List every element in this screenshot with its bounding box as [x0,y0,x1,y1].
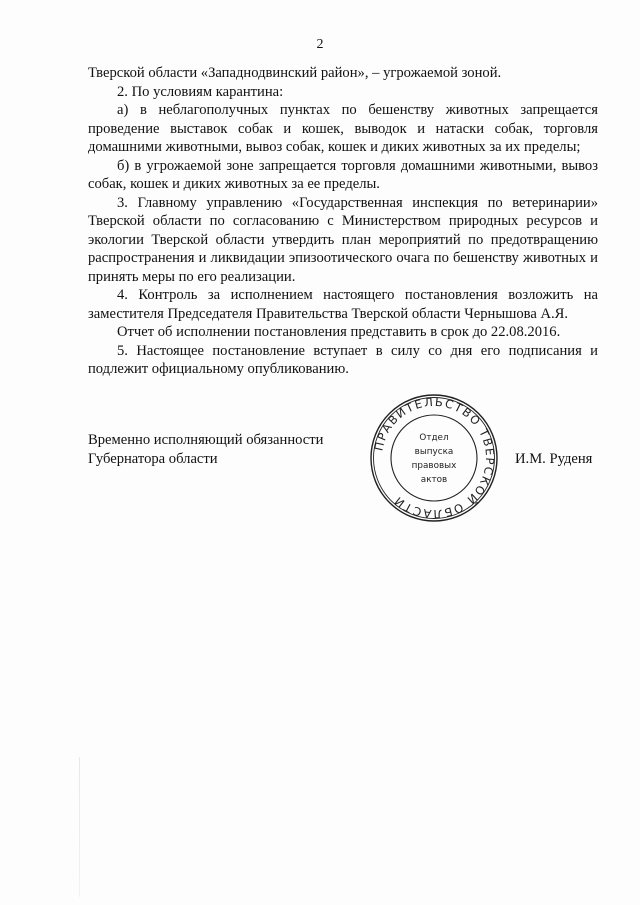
signature-position-line-1: Временно исполняющий обязанности [88,432,324,448]
paragraph-item-4: 4. Контроль за исполнением настоящего постановления возложить на заместителя Председателя Правительства Тверской области Чернышова А.Я. [88,287,598,322]
paragraph-report-deadline: Отчет об исполнении постановления представить в срок до 22.08.2016. [117,324,561,340]
scan-artifact-line [79,757,80,897]
stamp-center-line-3: правовых [411,461,457,471]
signature-position-line-2: Губернатора области [88,450,218,467]
stamp-center-line-4: актов [420,475,448,485]
paragraph-item-5: 5. Настоящее постановление вступает в силу со дня его подписания и подлежит официальному опубликованию. [88,342,598,377]
stamp-ring-text: ПРАВИТЕЛЬСТВО ТВЕРСКОЙ ОБЛАСТИ [371,394,498,522]
stamp-center-line-1: Отдел [419,433,449,443]
signature-position [88,431,323,468]
paragraph-item-3: 3. Главному управлению «Государственная инспекция по ветеринарии» Тверской области по согласованию с Министерством природных ресурсов и экологии Тверской области утвердить план мероприятий по предотвращению распространения и ликвидации эпизоотического очага по бешенству животных и принять меры по его реализации. [88,194,598,285]
paragraph-item-2b: б) в угрожаемой зоне запрещается торговля домашними животными, вывоз собак, кошек и диких животных за ее пределы. [88,157,598,192]
page-number: 2 [316,37,324,52]
signer-name: И.М. Руденя [515,451,593,467]
paragraph-item-2: 2. По условиям карантина: [117,83,284,100]
document-body [88,64,598,379]
stamp-seal-graphic [368,392,500,524]
paragraph-item-2a: а) в неблагополучных пунктах по бешенству животных запрещается проведение выставок собак и кошек, выводок и натаски собак, торговля домашними животными, вывоз собак, кошек и диких животных за их пределы; [88,102,598,155]
paragraph-continuation: Тверской области «Западнодвинский район», – угрожаемой зоной. [88,65,502,81]
official-stamp [368,392,500,524]
stamp-center-line-2: выпуска [414,447,454,457]
